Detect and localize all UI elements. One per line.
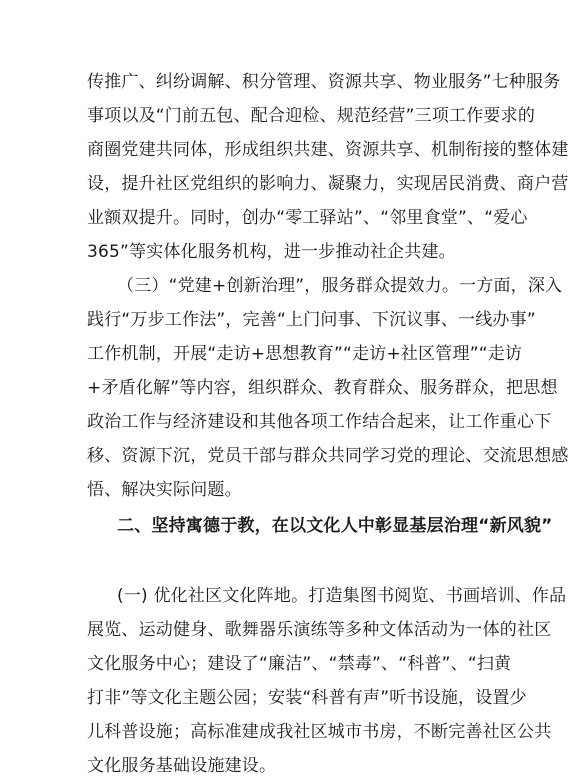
paragraph-line: 儿科普设施；高标准建成我社区城市书房，不断完善社区公共 (87, 722, 552, 742)
paragraph-line: 业额双提升。同时，创办“零工驿站”、“邻里食堂”、“爱心 (87, 208, 528, 228)
paragraph-line: 践行“万步工作法”，完善“上门问事、下沉议事、一线办事” (87, 310, 536, 330)
paragraph-line: 文化服务中心；建设了“廉洁”、“禁毒”、“科普”、“扫黄 (87, 654, 512, 674)
paragraph-line: 事项以及“门前五包、配合迎检、规范经营”三项工作要求的 (87, 106, 536, 126)
paragraph-line: 商圈党建共同体，形成组织共建、资源共享、机制衔接的整体建 (87, 140, 569, 160)
paragraph-line: 文化服务基础设施建设。 (87, 756, 277, 776)
paragraph-line: (一) 优化社区文化阵地。打造集图书阅览、书画培训、作品 (117, 586, 567, 606)
paragraph-line: 365”等实体化服务机构，进一步推动社企共建。 (87, 242, 456, 262)
paragraph-line: 政治工作与经济建设和其他各项工作结合起来，让工作重心下 (87, 412, 552, 432)
paragraph-line: 移、资源下沉，党员干部与群众共同学习党的理论、交流思想感 (87, 446, 569, 466)
paragraph-line: 悟、解决实际问题。 (87, 480, 242, 500)
paragraph-line: 工作机制，开展“走访+思想教育”“走访+社区管理”“走访 (87, 344, 523, 364)
paragraph-line: 展览、运动健身、歌舞器乐演练等多种文体活动为一体的社区 (87, 620, 552, 640)
paragraph-line: +矛盾化解”等内容，组织群众、教育群众、服务群众，把思想 (87, 378, 558, 398)
paragraph-line: 传推广、纠纷调解、积分管理、资源共享、物业服务”七种服务 (87, 72, 561, 92)
paragraph-line: 设，提升社区党组织的影响力、凝聚力，实现居民消费、商户营 (87, 174, 569, 194)
paragraph-line: 打非”等文化主题公园；安装“科普有声”听书设施，设置少 (87, 688, 527, 708)
section-heading: 二、坚持寓德于教，在以文化人中彰显基层治理“新风貌” (117, 516, 553, 536)
paragraph-line: （三）“党建+创新治理”，服务群众提效力。一方面，深入 (117, 276, 563, 296)
